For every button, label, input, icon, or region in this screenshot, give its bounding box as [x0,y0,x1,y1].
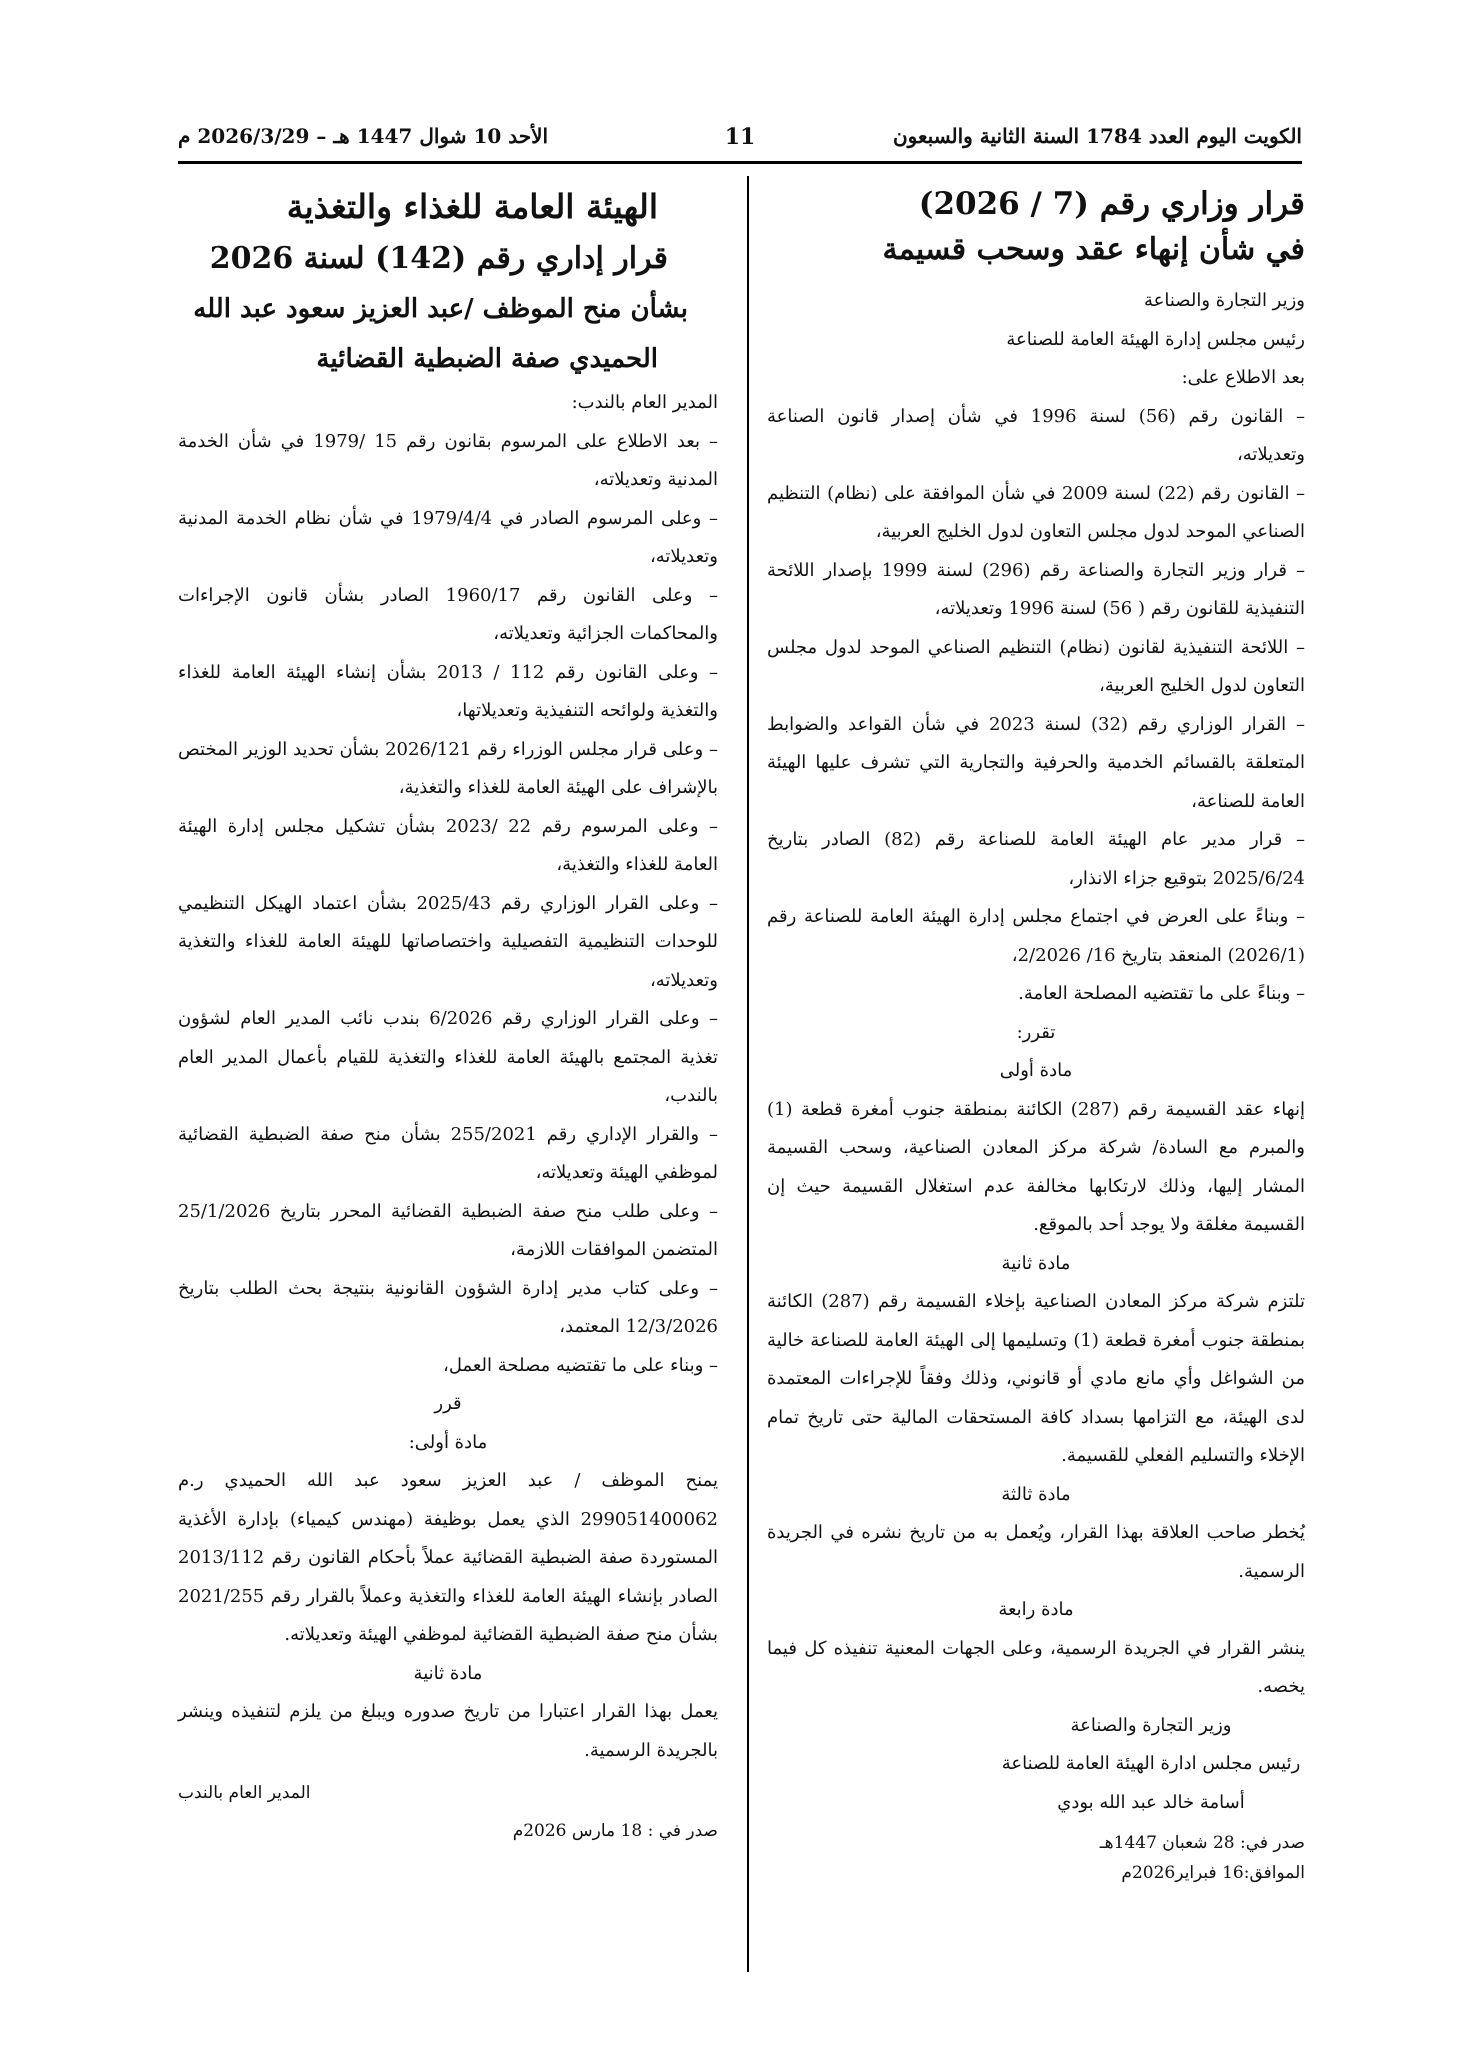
right-column [767,180,1305,1888]
column-divider [747,176,749,1972]
preamble-line: – وبناء على ما تقتضيه مصلحة العمل، [443,1354,718,1376]
article-title: مادة أولى [999,1060,1073,1081]
header-rule [178,161,1302,164]
preamble-line: – وعلى كتاب مدير إدارة الشؤون القانونية بنتيجة بحث الطلب بتاريخ 12/3/2026 المعتمد، [178,1277,718,1337]
preamble-line: – والقرار الإداري رقم 255/2021 بشأن منح صفة الضبطية القضائية لموظفي الهيئة وتعديلاته، [178,1123,718,1183]
decision-title: قرار وزاري رقم (7 / 2026) [918,186,1305,222]
preamble-line: – قرار مدير عام الهيئة العامة للصناعة رقم (82) الصادر بتاريخ 2025/6/24 بتوقيع جزاء الانذار، [767,829,1305,889]
preamble-line: – وبناءً على العرض في اجتماع مجلس إدارة الهيئة العامة للصناعة رقم (2026/1) المنعقد بتاريخ 16/ 2/2026، [767,906,1305,966]
article-text: إنهاء عقد القسيمة رقم (287) الكائنة بمنطقة جنوب أمغرة قطعة (1) والمبرم مع السادة/ شركة مركز المعادن الصناعية، وسحب القسيمة المشار إليها، وذلك لارتكابها مخالفة عدم استغلال القسيمة حيث إن القسيمة مغلقة ولا يوجد أحد بالموقع. [767,1098,1305,1235]
preamble-line: – وعلى المرسوم رقم 22 /2023 بشأن تشكيل مجلس إدارة الهيئة العامة للغذاء والتغذية، [178,815,719,875]
decision-subject: الحميدي صفة الضبطية القضائية [316,344,658,374]
issue-date: صدر في : 18 مارس 2026م [512,1821,718,1841]
preamble-line: – القانون رقم (56) لسنة 1996 في شأن إصدار قانون الصناعة وتعديلاته، [767,405,1305,465]
article-title: مادة رابعة [998,1599,1074,1620]
article-title: مادة أولى: [408,1431,488,1453]
preamble-line: – وعلى القرار الوزاري رقم 6/2026 بندب نائب المدير العام لشؤون تغذية المجتمع بالهيئة العامة للغذاء والتغذية للقيام بأعمال المدير العام بالندب، [178,1008,718,1106]
preamble-line: – قرار وزير التجارة والصناعة رقم (296) لسنة 1999 بإصدار اللائحة التنفيذية للقانون رقم ( 56) لسنة 1996 وتعديلاته، [767,559,1305,619]
preamble-line: – اللائحة التنفيذية لقانون (نظام) التنظيم الصناعي الموحد لدول مجلس التعاون لدول الخليج العربية، [767,636,1305,696]
issue-date-gregorian: الموافق:16 فبراير2026م [1121,1863,1305,1883]
preamble-line: – وبناءً على ما تقتضيه المصلحة العامة. [1018,983,1305,1004]
article-text: يُخطر صاحب العلاقة بهذا القرار، ويُعمل به من تاريخ نشره في الجريدة الرسمية. [767,1522,1305,1582]
decision-title: قرار إداري رقم (142) لسنة 2026 [209,241,668,276]
article-title: مادة ثانية [1001,1252,1071,1274]
signatory-role: رئيس مجلس ادارة الهيئة العامة للصناعة [1001,1753,1301,1774]
organization-title: الهيئة العامة للغذاء والتغذية [286,187,658,226]
preamble-line: المدير العام بالندب: [571,392,718,413]
article-text: تلتزم شركة مركز المعادن الصناعية بإخلاء القسيمة رقم (287) الكائنة بمنطقة جنوب أمغرة قطعة (1) وتسليمها إلى الهيئة العامة للصناعة خالية من الشواغل وأي مانع مادي أو قانوني، وذلك وفقاً للإجراءات المعتمدة لدى الهيئة، مع التزامها بسداد كافة المستحقات المالية حتى تاريخ تمام الإخلاء والتسليم الفعلي للقسيمة. [767,1291,1305,1466]
article-text: ينشر القرار في الجريدة الرسمية، وعلى الجهات المعنية تنفيذه كل فيما يخصه. [767,1637,1305,1697]
page-header [178,124,1302,154]
issue-date-hijri: صدر في: 28 شعبان 1447هـ [1099,1833,1305,1853]
preamble-line: – القرار الوزاري رقم (32) لسنة 2023 في شأن القواعد والضوابط المتعلقة بالقسائم الخدمية والحرفية والتجارية التي تشرف عليها الهيئة العامة للصناعة، [767,713,1306,812]
article-title: مادة ثالثة [1001,1483,1071,1505]
article-text: يعمل بهذا القرار اعتبارا من تاريخ صدوره ويبلغ من يلزم لتنفيذه وينشر بالجريدة الرسمية. [178,1701,718,1761]
signatory-title: وزير التجارة والصناعة [1070,1714,1232,1736]
preamble-line: – وعلى المرسوم الصادر في 1979/4/4 في شأن نظام الخدمة المدنية وتعديلاته، [178,507,718,567]
preamble-line: – القانون رقم (22) لسنة 2009 في شأن الموافقة على (نظام) التنظيم الصناعي الموحد لدول مجلس التعاون لدول الخليج العربية، [767,482,1306,542]
decides-label: قرر [434,1393,462,1414]
preamble-line: – وعلى القانون رقم 1960/17 الصادر بشأن قانون الإجراءات والمحاكمات الجزائية وتعديلاته، [178,584,718,644]
signatory-name: أسامة خالد عبد الله بودي [1057,1791,1245,1813]
article-text: يمنح الموظف / عبد العزيز سعود عبد الله الحميدي ر.م 299051400062 الذي يعمل بوظيفة (مهندس كيمياء) بإدارة الأغذية المستوردة صفة الضبطية القضائية عملاً بأحكام القانون رقم 2013/112 الصادر بإنشاء الهيئة العامة للغذاء والتغذية وعملاً بالقرار رقم 2021/255 بشأن منح صفة الضبطية القضائية لموظفي الهيئة وتعديلاته. [178,1470,718,1645]
preamble-line: – وعلى طلب منح صفة الضبطية القضائية المحرر بتاريخ 25/1/2026 المتضمن الموافقات اللازمة، [178,1200,718,1260]
page-number: 11 [724,124,756,150]
issue-info: الكويت اليوم العدد 1784 السنة الثانية والسبعون [892,124,1302,148]
preamble-line: رئيس مجلس إدارة الهيئة العامة للصناعة [1006,328,1305,350]
preamble-line: وزير التجارة والصناعة [1143,290,1305,311]
issue-date: الأحد 10 شوال 1447 هـ – 2026/3/29 م [178,124,549,148]
signatory-title: المدير العام بالندب [178,1783,311,1803]
decides-label: تقرر: [1016,1021,1056,1043]
preamble-line: – وعلى القانون رقم 112 / 2013 بشأن إنشاء الهيئة العامة للغذاء والتغذية ولوائحه التنفيذية وتعديلاتها، [178,661,718,721]
preamble-line: – وعلى القرار الوزاري رقم 2025/43 بشأن اعتماد الهيكل التنظيمي للوحدات التنظيمية التفصيلية واختصاصاتها للهيئة العامة للغذاء والتغذية وتعديلاته، [178,892,718,991]
decision-subject: بشأن منح الموظف /عبد العزيز سعود عبد الله [193,294,688,324]
article-title: مادة ثانية [413,1662,483,1684]
preamble-line: بعد الاطلاع على: [1181,367,1305,388]
decision-subtitle: في شأن إنهاء عقد وسحب قسيمة [882,232,1305,267]
preamble-line: – بعد الاطلاع على المرسوم بقانون رقم 15 /1979 في شأن الخدمة المدنية وتعديلاته، [178,430,718,490]
preamble-line: – وعلى قرار مجلس الوزراء رقم 2026/121 بشأن تحديد الوزير المختص بالإشراف على الهيئة العامة للغذاء والتغذية، [178,738,718,798]
left-column [178,180,718,1846]
